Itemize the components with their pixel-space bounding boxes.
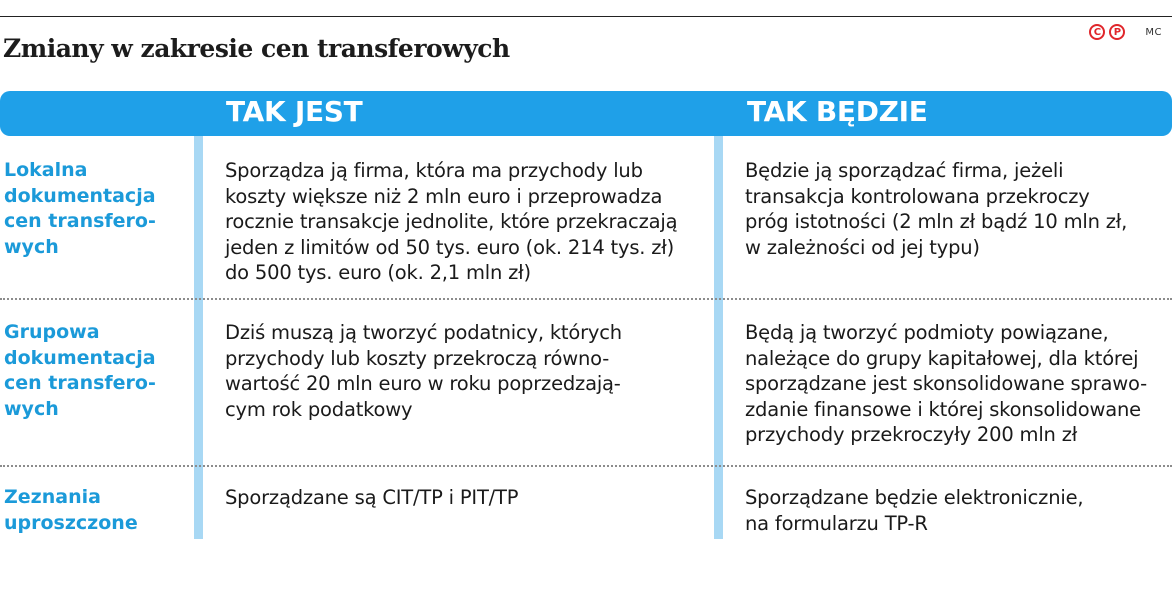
cell-group-future: Będą ją tworzyć podmioty powiązane, należące do grupy kapitałowej, dla której sporządzane jest skonsolidowane sprawo- zdanie finansowe i której skonsolidowane przychody przekroczyły 200 mln zł <box>745 321 1147 446</box>
row-label-group-documentation: Grupowa dokumentacja cen transfero- wych <box>4 321 156 420</box>
column-header-future: TAK BĘDZIE <box>747 95 928 128</box>
column-divider-current <box>194 136 203 539</box>
cell-group-current: Dziś muszą ją tworzyć podatnicy, których przychody lub koszty przekroczą równo- wartość 20 mln euro w roku poprzedzają- cym rok podatkowy <box>225 321 622 421</box>
copyright-c-icon: C <box>1089 24 1105 40</box>
credit <box>1089 24 1162 40</box>
author-initials: MC <box>1145 26 1162 38</box>
row-label-simplified-returns: Zeznania uproszczone <box>4 486 138 534</box>
cell-simplified-future: Sporządzane będzie elektronicznie, na formularzu TP-R <box>745 486 1084 535</box>
top-rule <box>0 16 1172 17</box>
cell-local-current: Sporządza ją firma, która ma przychody lub koszty większe niż 2 mln euro i przeprowadza rocznie transakcje jednolite, które przekraczają jeden z limitów od 50 tys. euro (ok. 214 tys. zł) do 500 tys. euro (ok. 2,1 mln zł) <box>225 159 678 284</box>
column-header-current: TAK JEST <box>226 95 363 128</box>
column-divider-future <box>714 136 723 539</box>
row-separator <box>0 298 1172 300</box>
cell-local-future: Będzie ją sporządzać firma, jeżeli transakcja kontrolowana przekroczy próg istotności (2 mln zł bądź 10 mln zł, w zależności od jej typu) <box>745 159 1128 259</box>
page-title: Zmiany w zakresie cen transferowych <box>3 34 510 63</box>
copyright-p-icon: P <box>1109 24 1125 40</box>
table-header-bar <box>0 91 1172 136</box>
cell-simplified-current: Sporządzane są CIT/TP i PIT/TP <box>225 486 519 509</box>
row-separator <box>0 465 1172 467</box>
row-label-local-documentation: Lokalna dokumentacja cen transfero- wych <box>4 159 156 258</box>
